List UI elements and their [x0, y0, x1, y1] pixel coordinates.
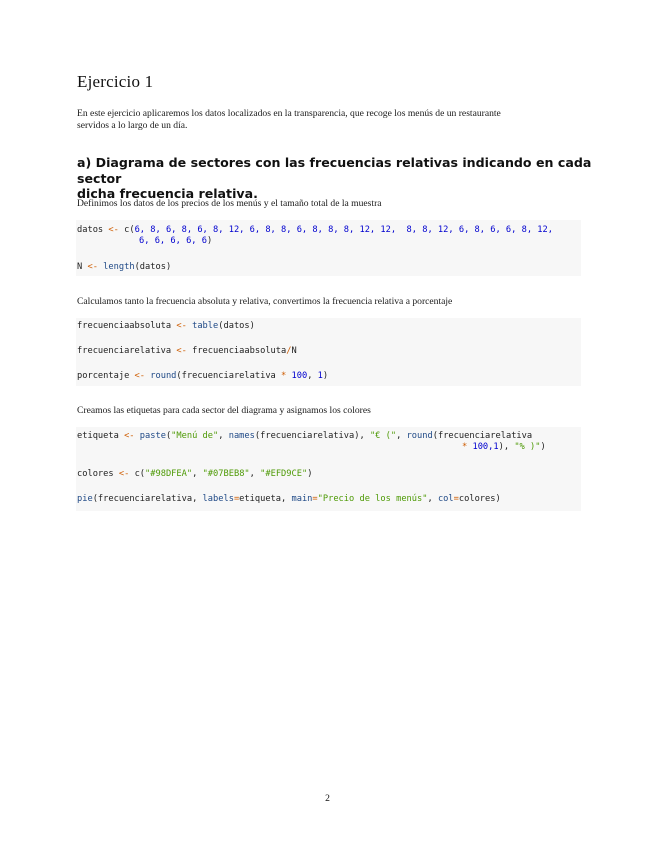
- datos-paragraph: Definimos los datos de los precios de los menús y el tamaño total de la muestra: [77, 198, 382, 209]
- code-assign-op: <-: [176, 321, 187, 331]
- intro-line-1: En este ejercicio aplicaremos los datos localizados en la transparencia, que recoge los menús de un restaurante: [77, 108, 501, 119]
- code-num-1: 1: [317, 371, 323, 381]
- code-str-menu: "Menú de": [171, 431, 219, 441]
- code-close-paren-4: ): [307, 469, 313, 479]
- code-line-abs: [77, 321, 255, 332]
- code-close-paren: ): [207, 236, 213, 246]
- code-comma: ,: [307, 371, 318, 381]
- code-func-table: table: [192, 321, 219, 331]
- code-eq-2: =: [312, 494, 318, 504]
- code-str-pct: "% )": [514, 442, 541, 452]
- code-line-pie: pie(frecuenciarelativa, labels=etiqueta, main="Precio de los menús", col=colores): [77, 494, 501, 504]
- code-num-100: 100: [291, 371, 308, 381]
- code-arg-labels: labels: [202, 494, 234, 504]
- code-rel-name: frecuenciarelativa: [77, 346, 172, 356]
- code-assign-op: <-: [134, 371, 146, 381]
- code-datos-name: datos: [77, 225, 104, 235]
- code-labels-val: etiqueta,: [239, 494, 292, 504]
- code-rel-expr-b: N: [291, 346, 297, 356]
- code-func-round-2: round: [406, 431, 433, 441]
- code-func-paste: paste: [139, 431, 166, 441]
- code-col-val: colores): [458, 494, 501, 504]
- subsection-line-1: a) Diagrama de sectores con las frecuencias relativas indicando en cada sector: [77, 155, 592, 186]
- intro-paragraph: [77, 108, 582, 133]
- subsection-heading: [77, 155, 597, 202]
- code-line-pct: [77, 371, 328, 382]
- code-eq-3: =: [453, 494, 459, 504]
- page-number: 2: [325, 793, 330, 804]
- code-block-frecuencias: [76, 318, 581, 386]
- code-func-names: names: [228, 431, 255, 441]
- code-block-etiquetas: [76, 427, 581, 511]
- code-line-etiqueta-cont: * 100,1), "% )"): [462, 442, 546, 452]
- code-func-round: round: [150, 371, 177, 381]
- code-names-arg: (frecuenciarelativa),: [254, 431, 370, 441]
- code-rel-expr-a: frecuenciaabsoluta: [192, 346, 287, 356]
- code-mult-op-2: *: [462, 442, 468, 452]
- code-close-paren-3: ): [540, 442, 546, 452]
- code-slash-op: /: [286, 346, 292, 356]
- code-line-N: [77, 262, 171, 273]
- code-line-rel: [77, 346, 297, 357]
- freq-paragraph: Calculamos tanto la frecuencia absoluta y relativa, convertimos la frecuencia relativa a porcentaje: [77, 296, 453, 307]
- code-str-main: "Precio de los menús": [317, 494, 428, 504]
- code-table-arg: (datos): [218, 321, 255, 331]
- code-round-args: (frecuenciarelativa: [176, 371, 282, 381]
- code-assign-op: <-: [87, 262, 98, 272]
- labels-paragraph: Creamos las etiquetas para cada sector del diagrama y asignamos los colores: [77, 405, 371, 416]
- code-func-c-2: c(: [134, 469, 146, 479]
- code-close: ): [322, 371, 329, 381]
- code-func-c: c(: [124, 225, 135, 235]
- code-block-datos: [76, 220, 581, 276]
- code-pie-arg1: (frecuenciarelativa,: [92, 494, 203, 504]
- code-line-etiqueta: etiqueta <- paste("Menú de", names(frecuenciarelativa), "€ (", round(frecuenciarelativa: [77, 431, 533, 441]
- code-assign-op: <-: [118, 469, 130, 479]
- code-num-100-1: 100,1: [472, 442, 499, 452]
- code-values-line-1: 6, 8, 6, 8, 6, 8, 12, 6, 8, 8, 6, 8, 8, 8, 12, 12, 8, 8, 12, 6, 8, 6, 6, 8, 12,: [134, 225, 553, 235]
- code-assign-op: <-: [108, 225, 119, 235]
- code-mult-op: *: [281, 371, 287, 381]
- code-assign-op: <-: [176, 346, 187, 356]
- code-abs-name: frecuenciaabsoluta: [77, 321, 172, 331]
- code-func-length: length: [103, 262, 135, 272]
- code-colores-name: colores: [77, 469, 114, 479]
- code-func-pie: pie: [77, 494, 93, 504]
- code-values-line-2: 6, 6, 6, 6, 6: [139, 236, 207, 246]
- subsection-line-2: dicha frecuencia relativa.: [77, 186, 258, 201]
- code-line-colores: colores <- c("#98DFEA", "#07BEB8", "#EFD9CE"): [77, 469, 313, 479]
- code-length-arg: (datos): [134, 262, 172, 272]
- code-etiqueta-name: etiqueta: [77, 431, 119, 441]
- code-color-2: "#07BEB8": [202, 469, 250, 479]
- code-eq-1: =: [233, 494, 240, 504]
- code-line-datos: [77, 225, 553, 236]
- intro-line-2: servidos a lo largo de un día.: [77, 120, 188, 132]
- code-arg-col: col: [437, 494, 454, 504]
- code-arg-main: main: [291, 494, 313, 504]
- code-line-datos-cont: [139, 236, 212, 247]
- code-pct-name: porcentaje: [77, 371, 130, 381]
- section-title: Ejercicio 1: [77, 72, 154, 91]
- code-str-euro: "€ (": [369, 431, 397, 441]
- code-N-name: N: [77, 262, 83, 272]
- code-assign-op: <-: [124, 431, 135, 441]
- code-color-3: "#EFD9CE": [260, 469, 308, 479]
- code-close-paren-2: ): [498, 442, 504, 452]
- code-round-arg: (frecuenciarelativa: [432, 431, 533, 441]
- code-color-1: "#98DFEA": [145, 469, 193, 479]
